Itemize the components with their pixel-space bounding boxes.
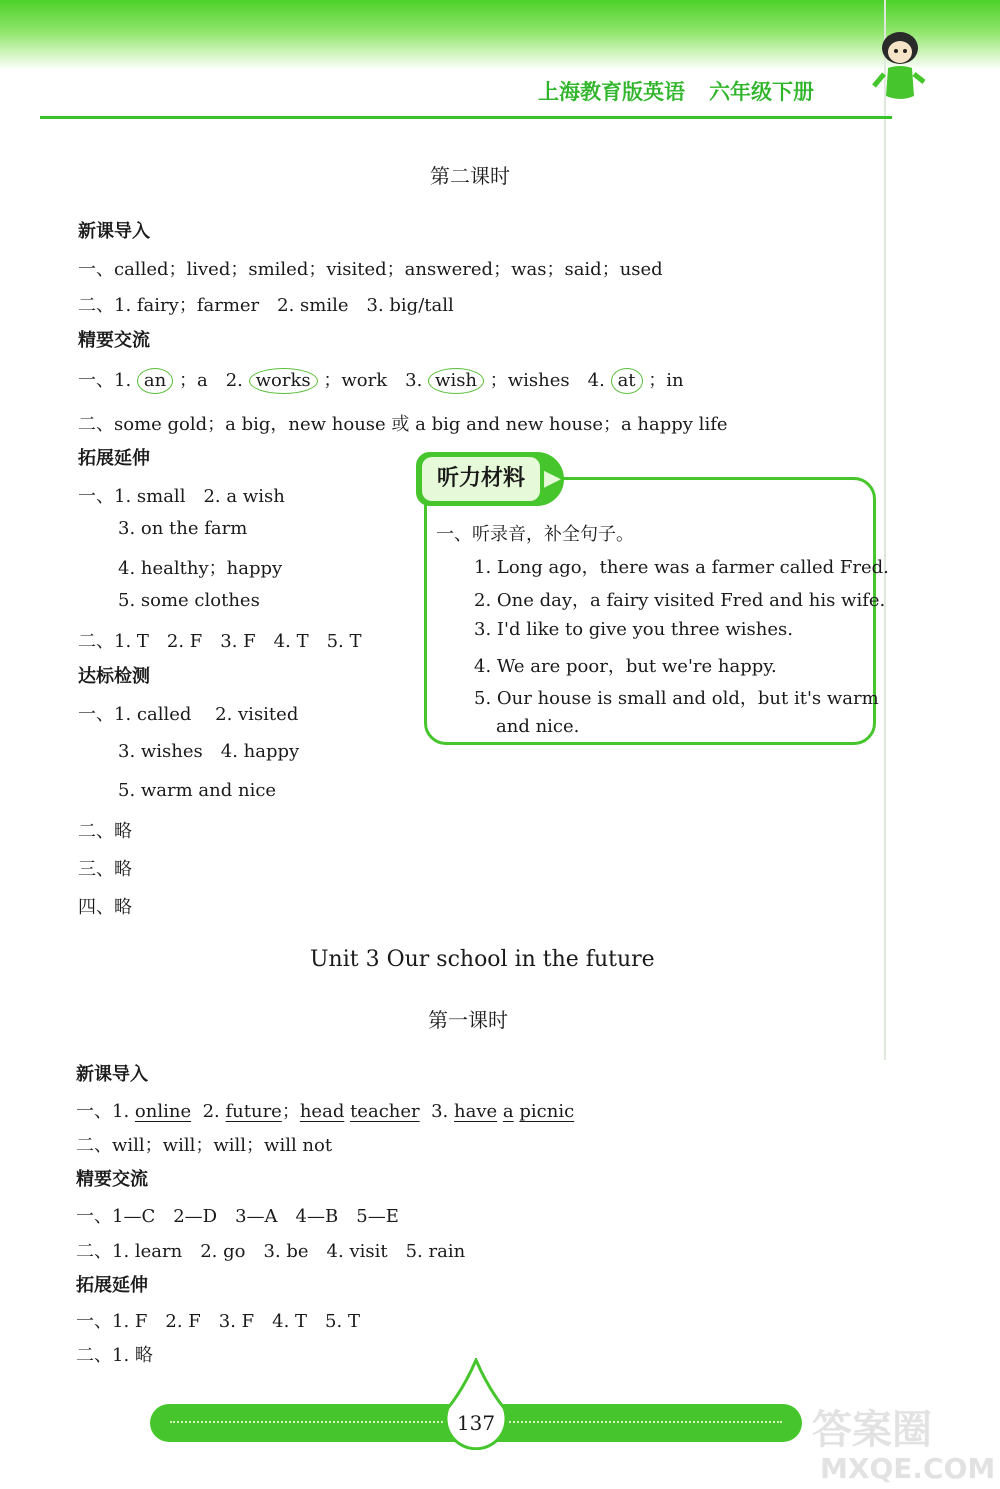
listening-line: 4. We are poor，but we're happy. bbox=[474, 656, 777, 677]
listening-line: 2. One day，a fairy visited Fred and his wife. bbox=[474, 590, 886, 611]
page-drop-icon bbox=[440, 1358, 512, 1450]
answer-line: 二、1. fairy；farmer 2. smile 3. big/tall bbox=[78, 295, 454, 316]
text: ；a 2. bbox=[178, 370, 243, 391]
answer-line: 三、略 bbox=[78, 859, 132, 880]
text: ； bbox=[281, 1101, 300, 1122]
side-rule bbox=[884, 0, 886, 1060]
section-heading: 精要交流 bbox=[78, 330, 150, 351]
section-heading: 拓展延伸 bbox=[78, 448, 150, 469]
header-grade: 六年级下册 bbox=[709, 80, 814, 104]
listening-line: 1. Long ago，there was a farmer called Fred. bbox=[474, 557, 889, 578]
answer-line: 二、will；will；will；will not bbox=[76, 1135, 333, 1156]
mascot-icon bbox=[866, 20, 930, 112]
underlined-answer: teacher bbox=[350, 1101, 420, 1122]
header-title bbox=[538, 76, 814, 106]
text: ；in bbox=[648, 370, 684, 391]
watermark: 答案圈 bbox=[812, 1407, 932, 1453]
text: ；work 3. bbox=[323, 370, 423, 391]
section-heading: 新课导入 bbox=[78, 221, 150, 242]
answer-line: 一、1. F 2. F 3. F 4. T 5. T bbox=[76, 1311, 360, 1332]
answer-line: 二、some gold；a big，new house 或 a big and new house；a happy life bbox=[78, 414, 728, 435]
listening-question: 一、听录音，补全句子。 bbox=[436, 524, 634, 545]
answer-line: 5. some clothes bbox=[118, 590, 260, 611]
answer-line: 5. warm and nice bbox=[118, 780, 277, 801]
underlined-answer: a bbox=[502, 1101, 514, 1122]
listening-tab-label: 听力材料 bbox=[422, 457, 540, 501]
answer-line bbox=[76, 1097, 574, 1123]
answer-line: 一、1. called 2. visited bbox=[78, 704, 299, 725]
answer-line bbox=[78, 366, 684, 394]
answer-line: 二、略 bbox=[78, 821, 132, 842]
lesson-title: 第二课时 bbox=[430, 164, 510, 188]
listening-line: 3. I'd like to give you three wishes. bbox=[474, 619, 793, 640]
text: ；wishes 4. bbox=[489, 370, 605, 391]
listening-line: 5. Our house is small and old，but it's warm bbox=[474, 688, 879, 709]
page-number: 137 bbox=[456, 1411, 496, 1435]
answer-line: 四、略 bbox=[78, 897, 132, 918]
underlined-answer: have bbox=[454, 1101, 498, 1122]
header-book: 上海教育版英语 bbox=[538, 80, 685, 104]
lesson-title: 第一课时 bbox=[428, 1008, 508, 1032]
chevron-right-icon: ▶ bbox=[544, 466, 561, 491]
circled-answer: an bbox=[137, 368, 173, 394]
watermark-url: MXQE.COM bbox=[820, 1452, 996, 1485]
section-heading: 达标检测 bbox=[78, 666, 150, 687]
answer-line: 二、1. learn 2. go 3. be 4. visit 5. rain bbox=[76, 1241, 466, 1262]
section-heading: 新课导入 bbox=[76, 1064, 148, 1085]
underlined-answer: picnic bbox=[519, 1101, 575, 1122]
answer-line: 二、1. T 2. F 3. F 4. T 5. T bbox=[78, 631, 362, 652]
answer-line: 4. healthy；happy bbox=[118, 558, 283, 579]
header-band bbox=[0, 0, 1000, 70]
header-rule bbox=[40, 116, 892, 119]
answer-line: 二、1. 略 bbox=[76, 1345, 153, 1366]
listening-line: and nice. bbox=[496, 716, 580, 737]
answer-line: 一、1. small 2. a wish bbox=[78, 486, 285, 507]
underlined-answer: online bbox=[134, 1101, 192, 1122]
text: 2. bbox=[202, 1101, 220, 1122]
circled-answer: at bbox=[611, 368, 643, 394]
circled-answer: works bbox=[249, 368, 318, 394]
text: 3. bbox=[431, 1101, 449, 1122]
answer-line: 一、1—C 2—D 3—A 4—B 5—E bbox=[76, 1206, 399, 1227]
text: 一、1. bbox=[76, 1101, 130, 1122]
underlined-answer: head bbox=[299, 1101, 345, 1122]
text: 一、1. bbox=[78, 370, 132, 391]
answer-line: 一、called；lived；smiled；visited；answered；was；said；used bbox=[78, 259, 663, 280]
answer-line: 3. on the farm bbox=[118, 518, 248, 539]
section-heading: 拓展延伸 bbox=[76, 1275, 148, 1296]
answer-line: 3. wishes 4. happy bbox=[118, 741, 300, 762]
listening-tab bbox=[416, 452, 564, 506]
underlined-answer: future bbox=[225, 1101, 282, 1122]
unit-title: Unit 3 Our school in the future bbox=[310, 947, 655, 972]
circled-answer: wish bbox=[428, 368, 484, 394]
section-heading: 精要交流 bbox=[76, 1169, 148, 1190]
